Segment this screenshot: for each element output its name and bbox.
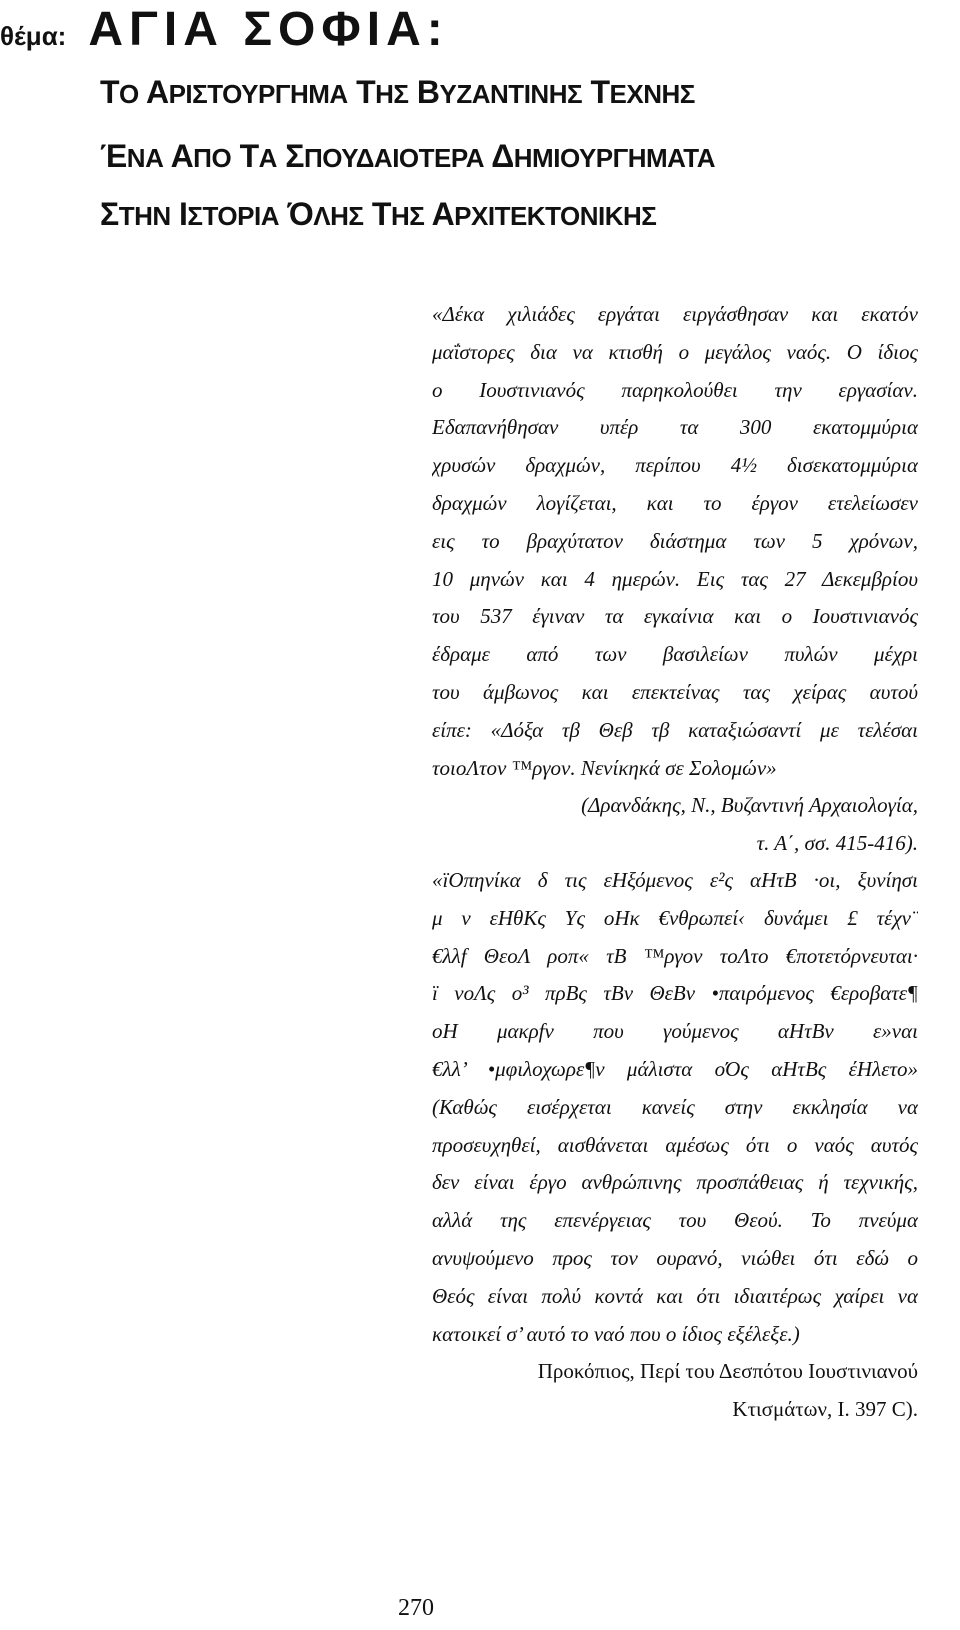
quote-line: «Δέκα χιλιάδες εργάται ειργάσθησαν και εκατόν: [432, 302, 918, 326]
translation-line: αλλά της επενέργειας του Θεού. Το πνεύμα: [432, 1208, 918, 1233]
theme-label: θέμα:: [0, 21, 67, 51]
quote-line: 10 μηνών και 4 ημερών. Εις τας 27 Δεκεμβρίου: [432, 566, 918, 591]
title-row: [0, 2, 449, 62]
quote-line: είπε: «Δόξα τβ Θεβ τβ καταξιώσαντί με τελέσαι: [432, 717, 918, 742]
quote-drandakis: [432, 296, 918, 863]
subtitle-3: ΣΤΗΝ ΙΣΤΟΡΙΑ ΌΛΗΣ ΤΗΣ ΑΡΧΙΤΕΚΤΟΝΙΚΗΣ: [100, 196, 657, 232]
greek-quote-line: ï νοΛς ο³ πρΒς τΒν ΘεΒν •παιρόμενος €εροβατε¶: [432, 981, 918, 1006]
translation-line: ανυψούμενο προς τον ουρανό, νιώθει ότι εδώ ο: [432, 1245, 918, 1270]
quote-line: Εδαπανήθησαν υπέρ τα 300 εκατομμύρια: [432, 415, 918, 440]
quote-line: χρυσών δραχμών, περίπου 4½ δισεκατομμύρια: [432, 453, 918, 478]
quote-line: εις το βραχύτατον διάστημα των 5 χρόνων,: [432, 528, 918, 553]
quote-line: δραχμών λογίζεται, και το έργον ετελείωσεν: [432, 490, 918, 515]
quote-procopius: [432, 862, 918, 1429]
greek-quote-line: οH μακρfν που γούμενος αHτΒν ε»ναι: [432, 1019, 918, 1044]
translation-line: (Καθώς εισέρχεται κανείς στην εκκλησία να: [432, 1094, 918, 1119]
quote-line: του 537 έγιναν τα εγκαίνια και ο Ιουστινιανός: [432, 604, 918, 629]
quote-line: του άμβωνος και επεκτείνας τας χείρας αυτού: [432, 679, 918, 704]
translation-line: δεν είναι έργο ανθρώπινης προσπάθειας ή τεχνικής,: [432, 1170, 918, 1195]
page-title: ΑΓΙΑ ΣΟΦΙΑ:: [88, 3, 449, 56]
subtitle-2: ΈΝΑ ΑΠΟ ΤΑ ΣΠΟΥΔΑΙΟΤΕΡΑ ΔΗΜΙΟΥΡΓΗΜΑΤΑ: [100, 138, 716, 174]
quote-line: έδραμε από των βασιλείων πυλών μέχρι: [432, 642, 918, 667]
citation-line: Προκόπιος, Περί του Δεσπότου Ιουστινιανού: [537, 1359, 918, 1384]
citation-line: τ. Α΄, σσ. 415-416).: [756, 831, 918, 856]
translation-line: κατοικεί σ’ αυτό το ναό που ο ίδιος εξέλεξε.): [432, 1321, 800, 1346]
greek-quote-line: «ïΟπηνίκα δ τις εHξόμενος ε²ς αHτΒ ·οι, ξυνίησι: [432, 868, 918, 892]
translation-line: Θεός είναι πολύ κοντά και ότι ιδιαιτέρως χαίρει να: [432, 1283, 918, 1308]
page-number: 270: [398, 1595, 434, 1621]
greek-quote-line: €λλ’ •μφιλοχωρε¶ν μάλιστα οΌς αHτΒς έΗλετο»: [432, 1056, 918, 1081]
citation-line: Κτισμάτων, Ι. 397 C).: [732, 1397, 918, 1422]
subtitle-1: ΤΟ ΑΡΙΣΤΟΥΡΓΗΜΑ ΤΗΣ ΒΥΖΑΝΤΙΝΗΣ ΤΕΧΝΗΣ: [100, 74, 695, 110]
greek-quote-line: €λλf ΘεοΛ ροπ« τΒ ™ργον τοΛτο €ποτετόρνευται·: [432, 943, 918, 968]
quote-line: ο Ιουστινιανός παρηκολούθει την εργασίαν.: [432, 377, 918, 402]
translation-line: προσευχηθεί, αισθάνεται αμέσως ότι ο ναός αυτός: [432, 1132, 918, 1157]
citation-line: (Δρανδάκης, Ν., Βυζαντινή Αρχαιολογία,: [581, 793, 918, 818]
quote-line: τοιοΛτον ™ργον. Νενίκηκά σε Σολομών»: [432, 755, 777, 780]
greek-quote-line: μ ν εHθΚς Υς οHκ €νθρωπεί‹ δυνάμει £ τέχν¨: [432, 905, 918, 930]
quote-line: μαΐστορες δια να κτισθή ο μεγάλος ναός. Ο ίδιος: [432, 339, 918, 364]
